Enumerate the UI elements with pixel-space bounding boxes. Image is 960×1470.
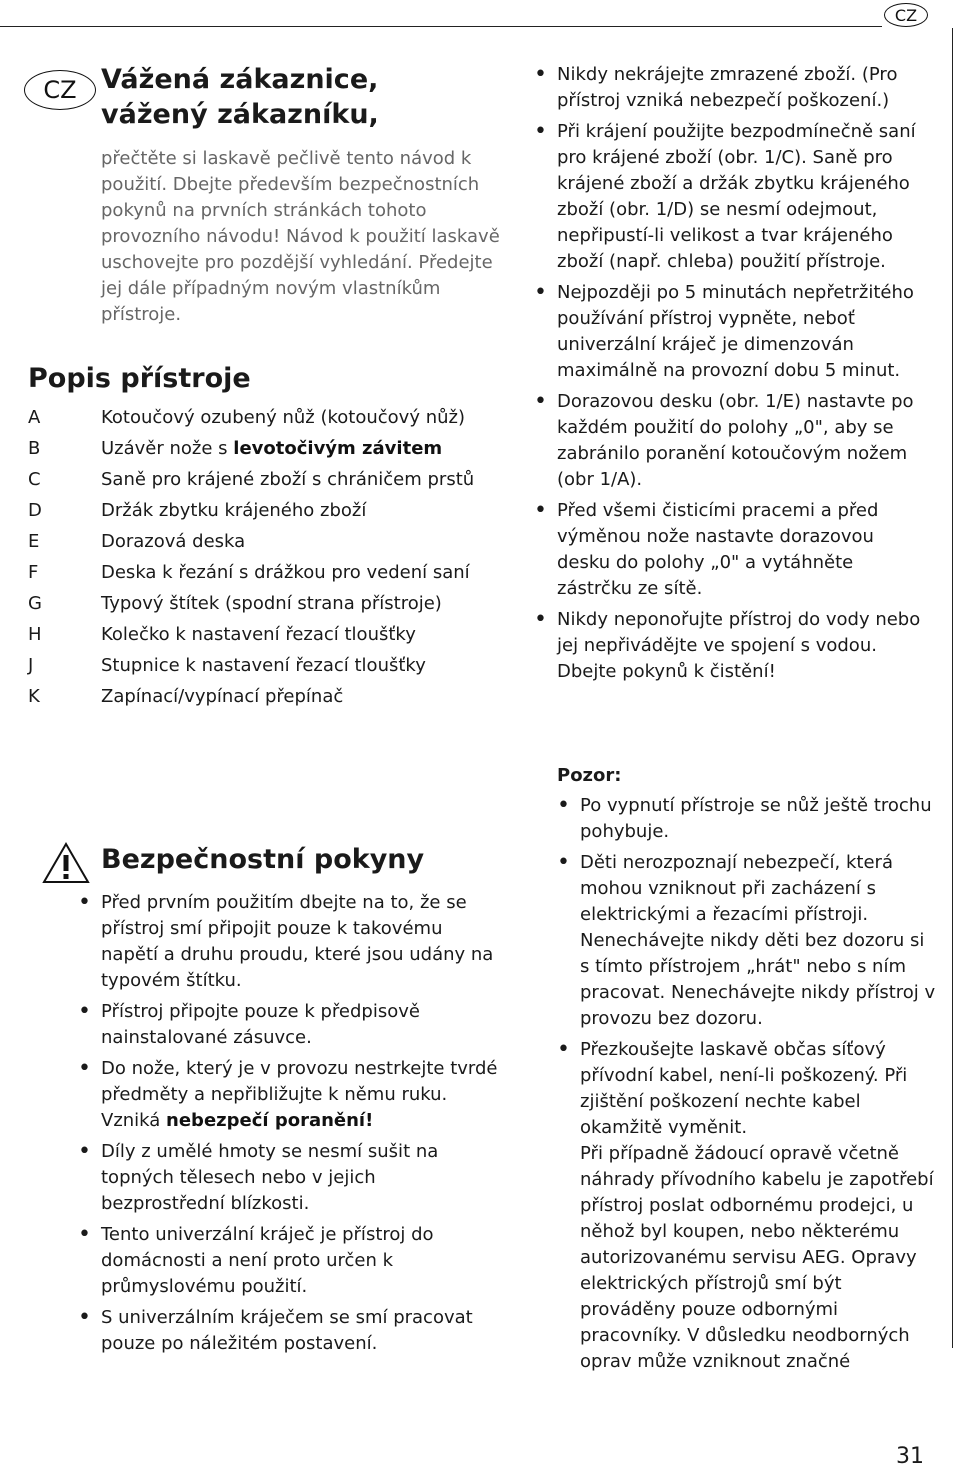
part-letter: G xyxy=(28,593,42,614)
part-description xyxy=(101,684,488,710)
bullet-item xyxy=(78,1222,498,1300)
part-letter: J xyxy=(28,655,34,676)
bullet-text: Tento univerzální kráječ je přístroj do domácnosti a není proto určen k průmyslovému použití. xyxy=(101,1224,434,1297)
part-text: Deska k řezání s drážkou pro vedení saní xyxy=(101,562,470,583)
greeting-line-2: vážený zákazníku, xyxy=(101,99,379,130)
parts-list xyxy=(28,405,488,715)
part-text: Uzávěr nože s xyxy=(101,438,234,459)
right-margin-rule xyxy=(952,28,953,1348)
pozor-bullet-item xyxy=(557,1037,937,1375)
part-description xyxy=(101,467,488,493)
bullet-item xyxy=(78,1139,498,1217)
part-description xyxy=(101,405,488,431)
part-letter: E xyxy=(28,531,40,552)
part-description xyxy=(101,560,488,586)
bullet-text-bold: nebezpečí poranění! xyxy=(166,1110,374,1131)
pozor-bullet-paragraph: • Přezkoušejte laskavě občas síťový přívodní kabel, není-li poškozený. Při zjištění poškození nechte kabel okamžitě vyměnit. xyxy=(580,1039,908,1138)
parts-list-item xyxy=(28,684,488,710)
page-number: 31 xyxy=(896,1444,924,1469)
parts-list-item xyxy=(28,436,488,462)
pozor-bullet-paragraph: Při případně žádoucí opravě včetně náhrady přívodního kabelu je zapotřebí přístroj poslat odbornému prodejci, u něhož byl koupen, nebo některému autorizovanému servisu AEG. Opravy elektrických přístrojů smí být prováděny pouze odbornými pracovníky. V důsledku neodborných oprav může vzniknout značné xyxy=(580,1143,934,1372)
bullet-item xyxy=(78,1305,498,1357)
part-description xyxy=(101,653,488,679)
part-letter: A xyxy=(28,407,41,428)
pozor-bullets xyxy=(557,793,937,1380)
greeting xyxy=(101,62,379,132)
safety-bullets-right xyxy=(534,62,926,690)
part-text: Typový štítek (spodní strana přístroje) xyxy=(101,593,442,614)
bullet-item xyxy=(534,280,926,384)
part-description xyxy=(101,622,488,648)
part-letter: D xyxy=(28,500,42,521)
parts-list-item xyxy=(28,467,488,493)
parts-list-item xyxy=(28,498,488,524)
part-text: Dorazová deska xyxy=(101,531,246,552)
pozor-bullet-item xyxy=(557,850,937,1032)
part-letter: B xyxy=(28,438,41,459)
part-letter: F xyxy=(28,562,39,583)
parts-list-item xyxy=(28,405,488,431)
bullet-item xyxy=(534,62,926,114)
bullet-text: S univerzálním kráječem se smí pracovat pouze po náležitém postavení. xyxy=(101,1307,473,1354)
bullet-text: Přístroj připojte pouze k předpisově nainstalované zásuvce. xyxy=(101,1001,420,1048)
pozor-heading: Pozor: xyxy=(557,765,622,786)
pozor-bullet-item xyxy=(557,793,937,845)
part-letter: C xyxy=(28,469,41,490)
parts-heading: Popis přístroje xyxy=(28,363,251,394)
part-letter: H xyxy=(28,624,42,645)
safety-bullets-left xyxy=(78,890,498,1362)
part-description xyxy=(101,436,488,462)
part-description xyxy=(101,529,488,555)
bullet-text: Díly z umělé hmoty se nesmí sušit na topných tělesech nebo v jejich bezprostřední blízkosti. xyxy=(101,1141,439,1214)
parts-list-item xyxy=(28,653,488,679)
bullet-item xyxy=(78,999,498,1051)
bullet-item xyxy=(78,890,498,994)
header-rule xyxy=(0,26,882,27)
part-text: Stupnice k nastavení řezací tloušťky xyxy=(101,655,426,676)
pozor-bullet-paragraph: • Po vypnutí přístroje se nůž ještě trochu pohybuje. xyxy=(580,795,932,842)
language-badge-top: CZ xyxy=(884,3,928,27)
bullet-text: Před prvním použitím dbejte na to, že se přístroj smí připojit pouze k takovému napětí a druhu proudu, které jsou udány na typovém štítku. xyxy=(101,892,494,991)
parts-list-item xyxy=(28,560,488,586)
part-letter: K xyxy=(28,686,40,707)
bullet-text: Nejpozději po 5 minutách nepřetržitého používání přístroj vypněte, neboť univerzální kráječ je dimenzován maximálně na provozní dobu 5 minut. xyxy=(557,282,914,381)
parts-list-item xyxy=(28,529,488,555)
bullet-item xyxy=(534,607,926,685)
pozor-bullet-paragraph: • Děti nerozpoznají nebezpečí, která mohou vzniknout při zacházení s elektrickými a řezacími přístroji. xyxy=(580,852,893,925)
page-header xyxy=(0,0,960,40)
part-text: Kotoučový ozubený nůž (kotoučový nůž) xyxy=(101,407,465,428)
part-text: Saně pro krájené zboží s chráničem prstů xyxy=(101,469,475,490)
part-text: Kolečko k nastavení řezací tloušťky xyxy=(101,624,416,645)
bullet-item xyxy=(78,1056,498,1134)
bullet-text: Dorazovou desku (obr. 1/E) nastavte po každém použití do polohy „0", aby se zabránilo poranění kotoučovým nožem (obr 1/A). xyxy=(557,391,914,490)
part-text-bold: levotočivým závitem xyxy=(233,438,443,459)
bullet-text: Při krájení použijte bezpodmínečně saní pro krájené zboží (obr. 1/C). Saně pro krájené zboží a držák zbytku krájeného zboží (obr. 1/D) se nesmí odejmout, nepřipustí-li velikost a tvar krájeného zboží (např. chleba) použití přístroje. xyxy=(557,121,916,272)
part-description xyxy=(101,591,488,617)
bullet-text: Nikdy neponořujte přístroj do vody nebo jej nepřivádějte ve spojení s vodou. Dbejte pokynů k čistění! xyxy=(557,609,921,682)
bullet-item xyxy=(534,119,926,275)
pozor-bullet-paragraph: Nenechávejte nikdy děti bez dozoru si s tímto přístrojem „hrát" nebo s ním pracovat. Nenechávejte nikdy přístroj v provozu bez dozoru. xyxy=(580,930,936,1029)
part-text: Držák zbytku krájeného zboží xyxy=(101,500,367,521)
parts-list-item xyxy=(28,591,488,617)
part-text: Zapínací/vypínací přepínač xyxy=(101,686,344,707)
intro-paragraph: přečtěte si laskavě pečlivě tento návod k použití. Dbejte především bezpečnostních pokynů na prvních stránkách tohoto provozního návodu! Návod k použití laskavě uschovejte pro pozdější vyhledání. Předejte jej dále případným novým vlastníkům přístroje. xyxy=(101,148,500,325)
bullet-item xyxy=(534,498,926,602)
part-description xyxy=(101,498,488,524)
bullet-item xyxy=(534,389,926,493)
bullet-text: Nikdy nekrájejte zmrazené zboží. (Pro přístroj vzniká nebezpečí poškození.) xyxy=(557,64,898,111)
bullet-text: Před všemi čisticími pracemi a před výměnou nože nastavte dorazovou desku do polohy „0" a vytáhněte zástrčku ze sítě. xyxy=(557,500,879,599)
warning-triangle-icon xyxy=(42,842,90,884)
language-badge: CZ xyxy=(24,70,96,110)
greeting-line-1: Vážená zákaznice, xyxy=(101,64,379,95)
parts-list-item xyxy=(28,622,488,648)
bullet-text: Do nože, který je v provozu nestrkejte tvrdé předměty a nepřibližujte k němu ruku. Vzniká xyxy=(101,1058,498,1131)
safety-heading: Bezpečnostní pokyny xyxy=(101,844,425,875)
